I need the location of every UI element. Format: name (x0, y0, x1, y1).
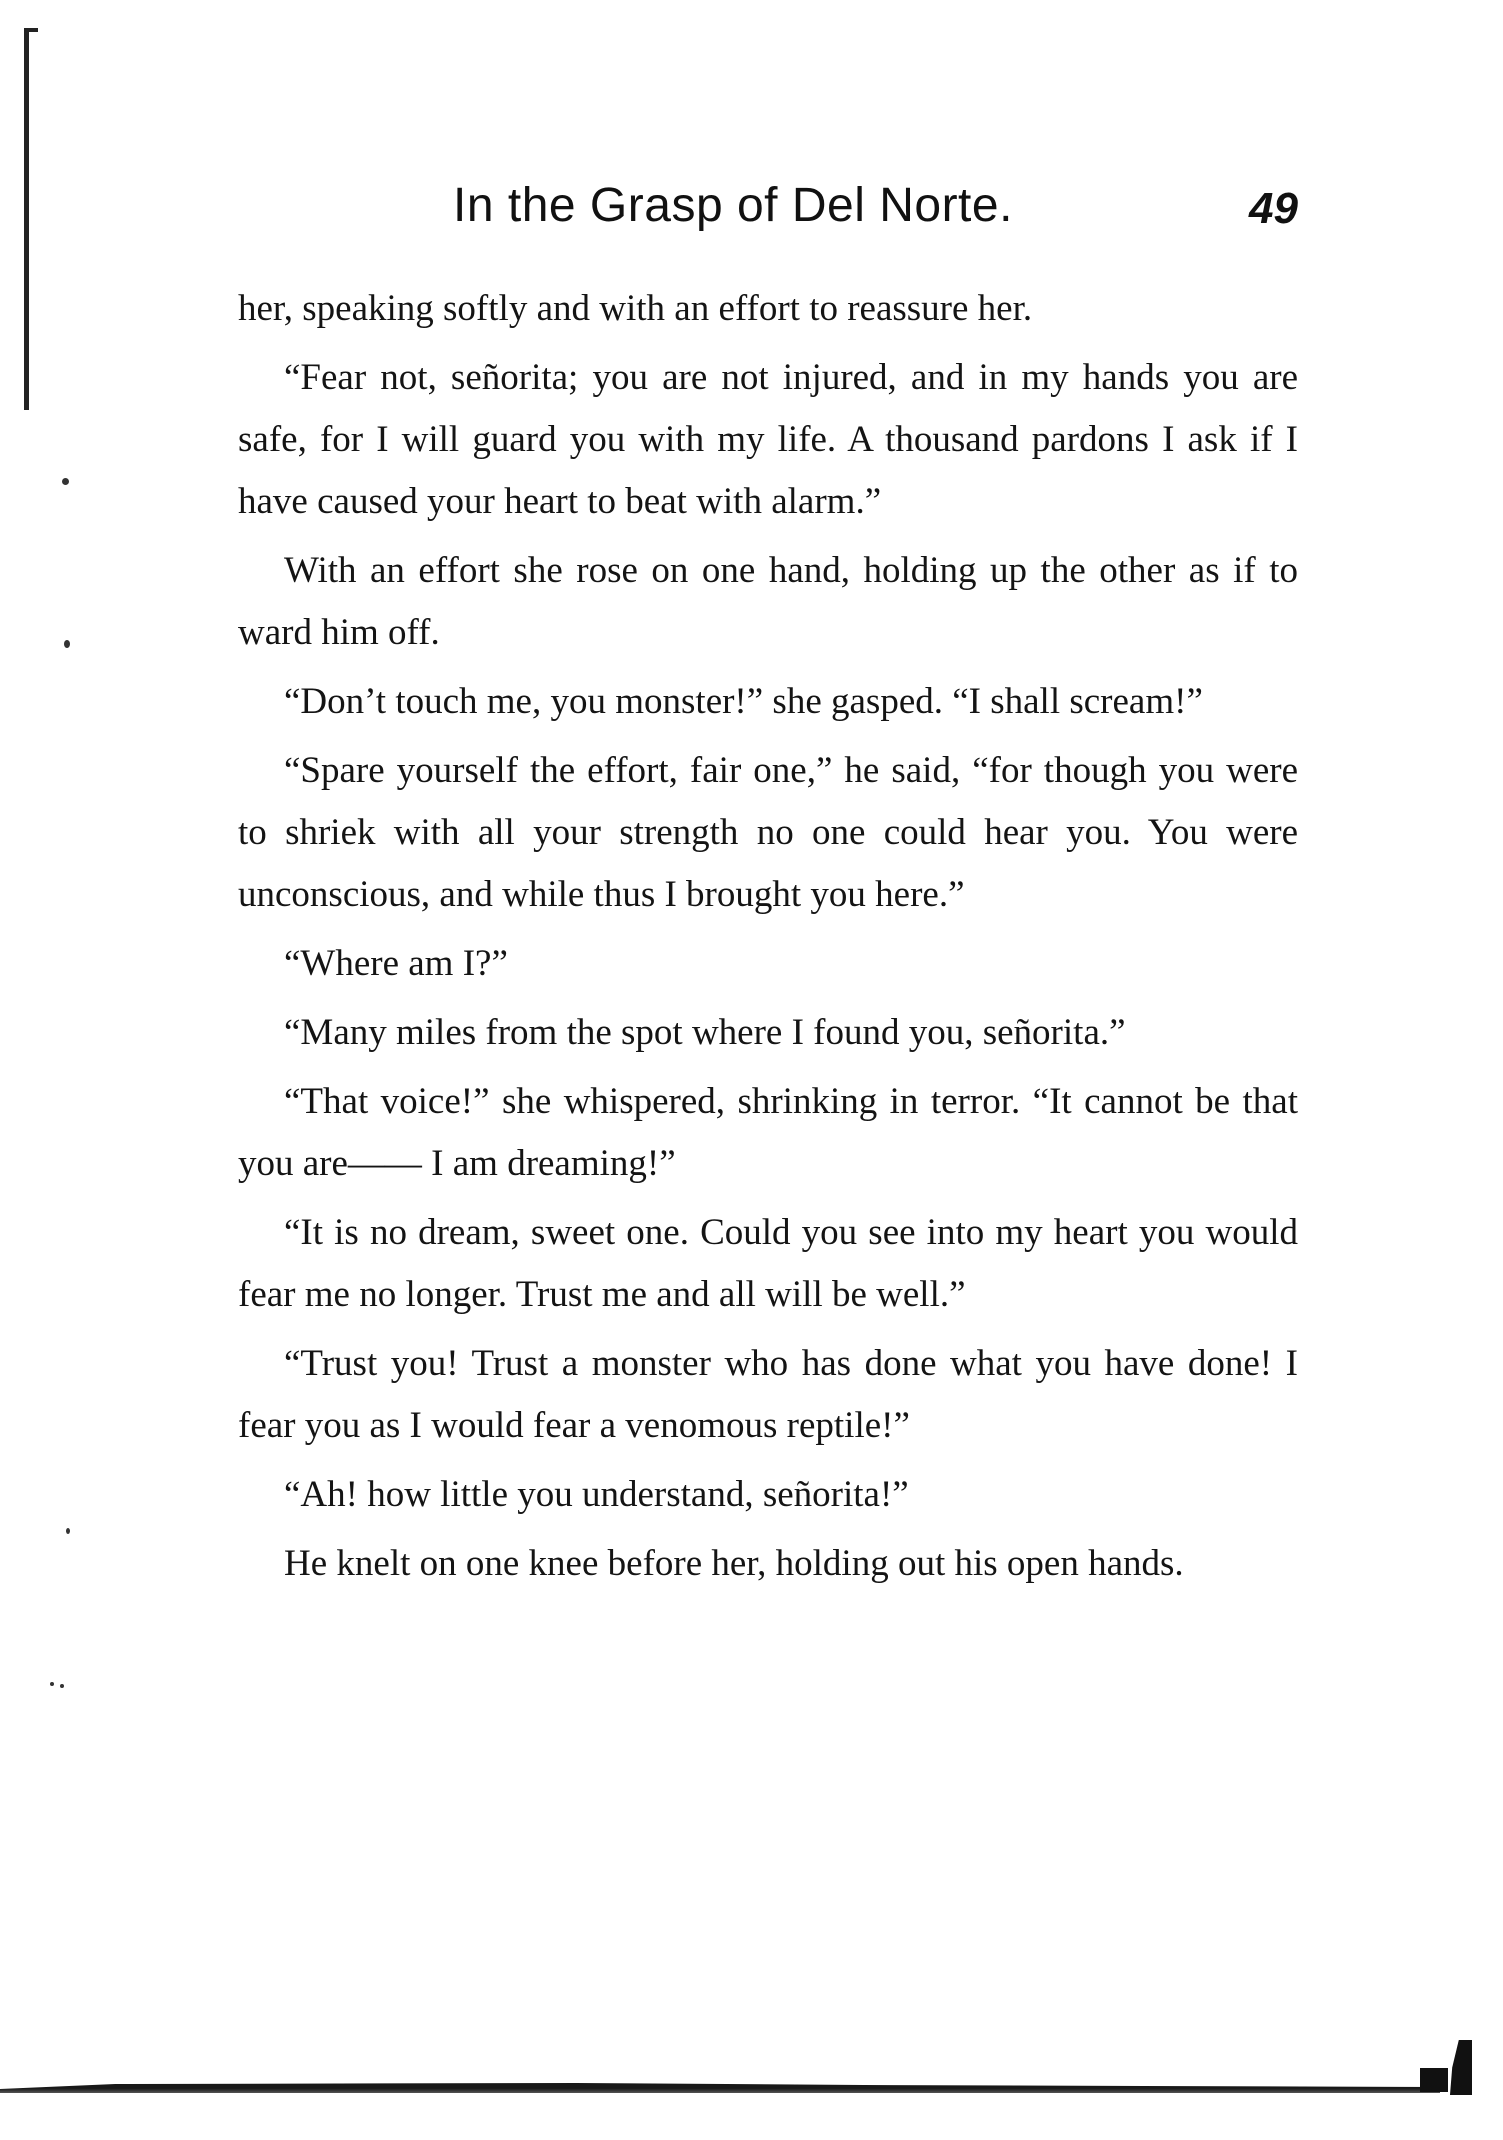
paragraph: “Many miles from the spot where I found you, señorita.” (284, 1012, 1126, 1053)
bottom-ink-blot (1450, 2040, 1472, 2095)
paragraph: “It is no dream, sweet one. Could you see into my heart you would fear me no longer. Trust me and all will be well.” (238, 1212, 1298, 1315)
running-title: In the Grasp of Del Norte. (453, 179, 1013, 232)
paragraph: With an effort she rose on one hand, holding up the other as if to ward him off. (238, 550, 1298, 653)
bottom-ink-blot (1420, 2068, 1448, 2092)
paragraph: “Trust you! Trust a monster who has done what you have done! I fear you as I would fear a venomous reptile!” (238, 1343, 1298, 1446)
running-head (238, 178, 1298, 258)
ink-speck (64, 640, 70, 648)
page-number: 49 (1249, 184, 1298, 233)
paragraph: He knelt on one knee before her, holding out his open hands. (284, 1543, 1184, 1584)
left-margin-rule (24, 30, 29, 410)
paragraph: her, speaking softly and with an effort to reassure her. (238, 288, 1033, 329)
ink-speck (62, 478, 69, 485)
paragraph: “Where am I?” (284, 943, 508, 984)
body-text (238, 278, 1298, 1602)
paragraph: “Spare yourself the effort, fair one,” he said, “for though you were to shriek with all your strength no one could hear you. You were unconscious, and while thus I brought you here.” (238, 750, 1298, 915)
paragraph: “Ah! how little you understand, señorita!” (284, 1474, 909, 1515)
ink-speck (50, 1682, 54, 1686)
paragraph: “Fear not, señorita; you are not injured, and in my hands you are safe, for I will guard you with my life. A thousand pardons I ask if I have caused your heart to beat with alarm.” (238, 357, 1298, 522)
ink-speck (66, 1528, 70, 1534)
paragraph: “That voice!” she whispered, shrinking in terror. “It cannot be that you are—— I am dreaming!” (238, 1081, 1298, 1184)
paragraph: “Don’t touch me, you monster!” she gasped. “I shall scream!” (284, 681, 1203, 722)
ink-speck (60, 1684, 64, 1688)
bottom-scan-edge (0, 2083, 1440, 2093)
